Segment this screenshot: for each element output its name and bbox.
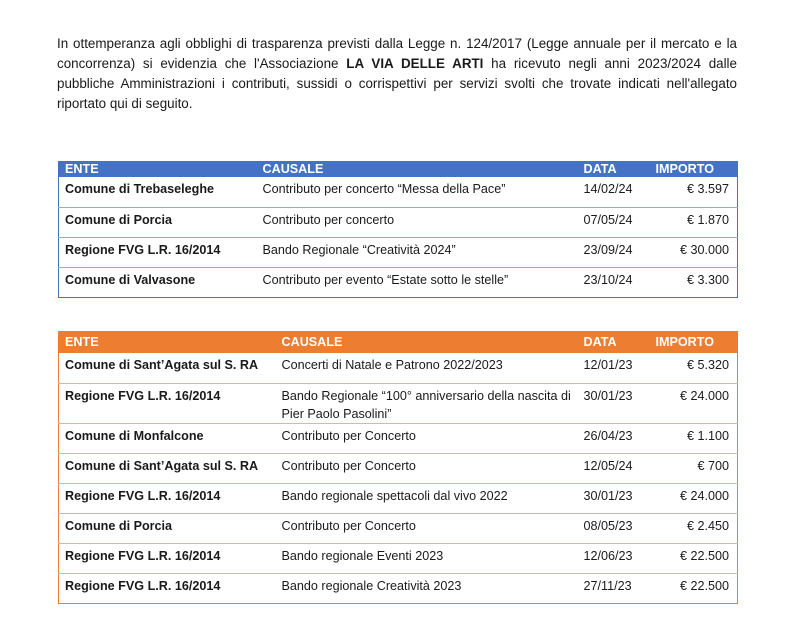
cell-data: 14/02/24	[583, 182, 633, 196]
cell-importo: € 22.500	[650, 573, 738, 603]
header-ente: ENTE	[59, 162, 257, 178]
table-row	[59, 383, 738, 423]
header-importo: IMPORTO	[650, 162, 738, 178]
cell-importo: € 3.300	[650, 267, 738, 297]
cell-data: 26/04/23	[578, 423, 650, 453]
table-row	[59, 423, 738, 453]
cell-data: 08/05/23	[578, 513, 650, 543]
cell-importo: € 22.500	[650, 543, 738, 573]
table-row	[59, 573, 738, 603]
cell-importo: € 1.100	[650, 423, 738, 453]
cell-ente: Comune di Valvasone	[59, 267, 257, 297]
cell-importo: € 5.320	[686, 358, 729, 372]
cell-ente: Comune di Trebaseleghe	[65, 182, 215, 196]
cell-importo: € 24.000	[650, 383, 738, 423]
table-row	[59, 453, 738, 483]
cell-importo: € 3.597	[686, 182, 729, 196]
cell-ente: Regione FVG L.R. 16/2014	[59, 573, 276, 603]
cell-causale: Contributo per Concerto	[276, 513, 578, 543]
cell-causale: Contributo per concerto	[257, 207, 578, 237]
cell-ente: Comune di Sant’Agata sul S. RA	[65, 358, 259, 372]
cell-ente: Regione FVG L.R. 16/2014	[59, 383, 276, 423]
cell-ente: Comune di Porcia	[59, 513, 276, 543]
table-header-row	[59, 332, 738, 354]
cell-ente: Regione FVG L.R. 16/2014	[59, 483, 276, 513]
header-data: DATA	[578, 162, 650, 178]
contributions-table-2023	[58, 331, 738, 604]
intro-paragraph	[57, 34, 737, 114]
header-causale: CAUSALE	[276, 332, 578, 354]
contributions-table-2024	[58, 161, 738, 298]
association-name: LA VIA DELLE ARTI	[346, 56, 484, 71]
cell-ente: Regione FVG L.R. 16/2014	[59, 543, 276, 573]
intro-text-after: ha ricevuto negli anni 2023/2024 dalle pubbliche Amministrazioni i contributi, sussidi o corrispettivi per servizi svolti che trovate indicati nell'allegato riportato qui di seguito.	[57, 56, 737, 111]
cell-data: 07/05/24	[578, 207, 650, 237]
cell-ente: Regione FVG L.R. 16/2014	[59, 237, 257, 267]
cell-causale: Contributo per evento “Estate sotto le stelle”	[257, 267, 578, 297]
table-header-row	[59, 162, 738, 178]
table-row	[59, 207, 738, 237]
cell-importo: € 2.450	[650, 513, 738, 543]
table-row	[59, 543, 738, 573]
cell-data: 30/01/23	[578, 483, 650, 513]
table-row	[59, 237, 738, 267]
cell-data: 27/11/23	[578, 573, 650, 603]
cell-ente: Comune di Sant’Agata sul S. RA	[59, 453, 276, 483]
intro-text-before: In ottemperanza agli obblighi di trasparenza previsti dalla Legge n. 124/2017 (Legge annuale per il mercato e la concorrenza) si evidenzia che l'Associazione	[57, 36, 737, 71]
cell-causale: Contributo per Concerto	[276, 423, 578, 453]
table-row	[59, 177, 738, 207]
cell-causale: Bando Regionale “Creatività 2024”	[257, 237, 578, 267]
cell-causale: Bando regionale spettacoli dal vivo 2022	[276, 483, 578, 513]
header-ente: ENTE	[59, 332, 276, 354]
header-importo: IMPORTO	[650, 332, 738, 354]
cell-causale: Bando regionale Creatività 2023	[276, 573, 578, 603]
cell-data: 12/05/24	[578, 453, 650, 483]
table-row	[59, 483, 738, 513]
table-row	[59, 513, 738, 543]
cell-ente: Comune di Porcia	[59, 207, 257, 237]
cell-data: 23/09/24	[578, 237, 650, 267]
header-causale: CAUSALE	[257, 162, 578, 178]
cell-causale: Bando Regionale “100° anniversario della nascita di Pier Paolo Pasolini”	[276, 383, 578, 423]
cell-importo: € 700	[650, 453, 738, 483]
cell-data: 12/06/23	[578, 543, 650, 573]
cell-causale: Contributo per concerto “Messa della Pace”	[262, 182, 506, 196]
cell-importo: € 24.000	[650, 483, 738, 513]
cell-causale: Concerti di Natale e Patrono 2022/2023	[281, 358, 503, 372]
cell-data: 23/10/24	[578, 267, 650, 297]
cell-causale: Bando regionale Eventi 2023	[276, 543, 578, 573]
cell-causale: Contributo per Concerto	[276, 453, 578, 483]
cell-importo: € 1.870	[650, 207, 738, 237]
table-row	[59, 267, 738, 297]
header-data: DATA	[578, 332, 650, 354]
cell-data: 12/01/23	[583, 358, 633, 372]
cell-ente: Comune di Monfalcone	[59, 423, 276, 453]
table-row	[59, 353, 738, 383]
cell-importo: € 30.000	[650, 237, 738, 267]
cell-data: 30/01/23	[578, 383, 650, 423]
